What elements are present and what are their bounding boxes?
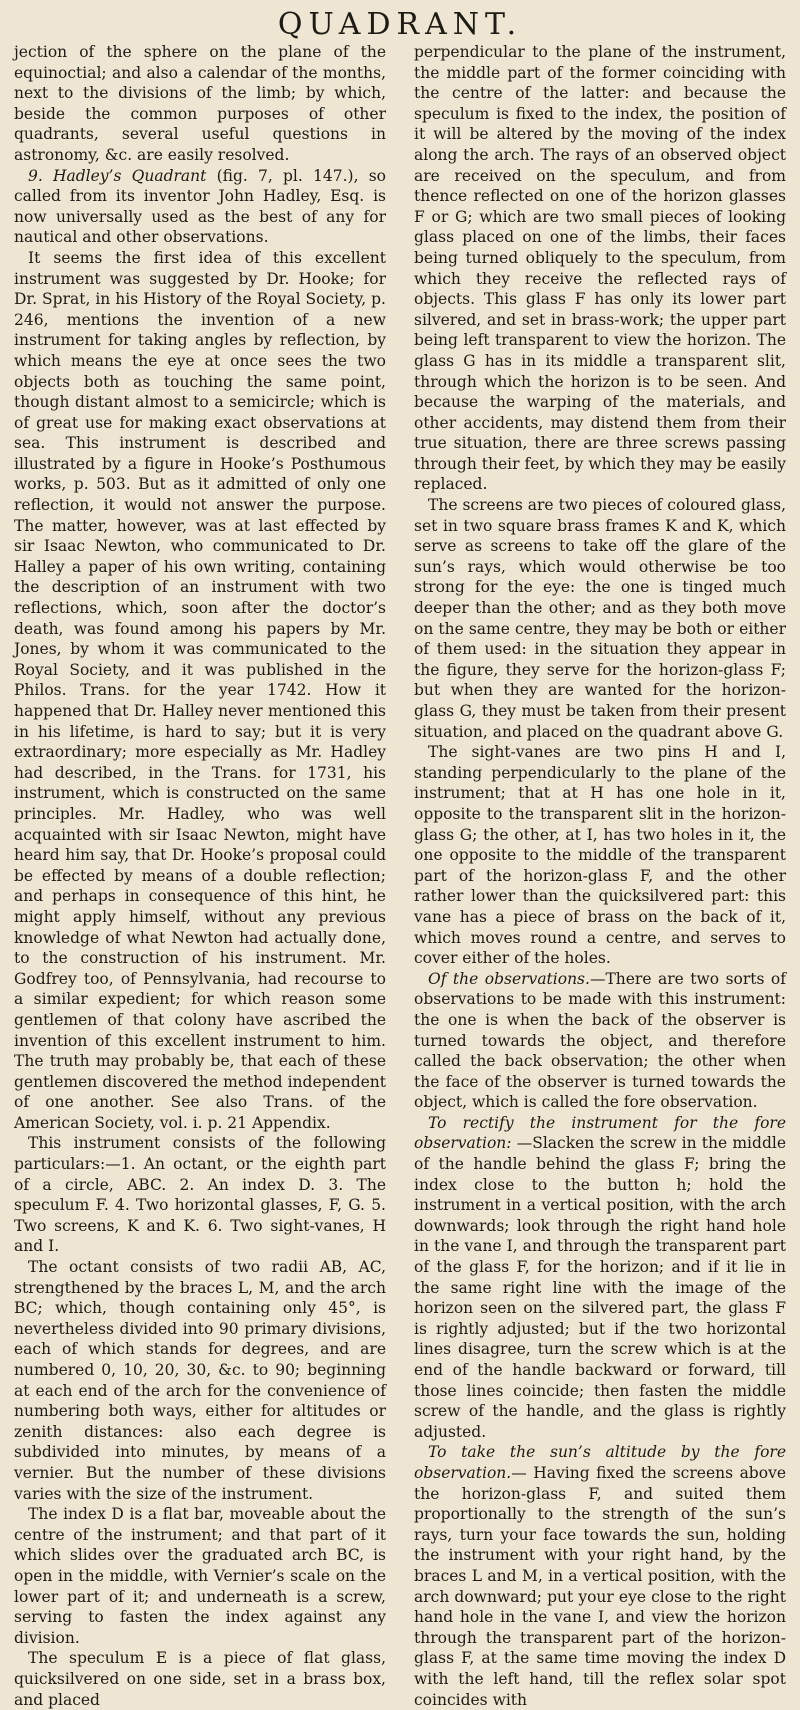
left-column-paragraph (14, 248, 386, 1134)
left-column-paragraph (14, 1133, 386, 1257)
right-column (414, 42, 786, 1710)
paragraph-lead: To take the sun’s altitude by the fore observation. (414, 1443, 786, 1482)
right-column-paragraph (414, 969, 786, 1113)
right-column-paragraph (414, 1113, 786, 1443)
paragraph-text: — Having fixed the screens above the horizon-glass F, and suited them proportionally to the strength of the sun’s rays, turn your face towards the sun, holding the instrument with your right hand, by the braces L and M, in a vertical position, with the arch downward; put your eye close to the right hand hole in the vane I, and view the horizon through the transparent part of the horizon-glass F, at the same time moving the index D with the left hand, till the reflex solar spot coincides with (414, 1463, 786, 1709)
right-column-paragraph (414, 1442, 786, 1710)
left-column-paragraph (14, 166, 386, 248)
paragraph-lead: 9. Hadley’s Quadrant (28, 166, 207, 185)
paragraph-text: —Slacken the screw in the middle of the handle behind the glass F; bring the index close to the button h; hold the instrument in a vertical position, with the arch downwards; look through the right hand hole in the vane I, and through the transparent part of the glass F, for the horizon; and if it lie in the same right line with the image of the horizon seen on the silvered part, the glass F is rightly adjusted; but if the two horizontal lines disagree, turn the screw which is at the end of the handle backward or forward, till those lines coincide; then fasten the middle screw of the handle, and the glass is rightly adjusted. (414, 1134, 786, 1441)
paragraph-text: This instrument consists of the following particulars:—1. An octant, or the eighth part of a circle, ABC. 2. An index D. 3. The speculum F. 4. Two horizontal glasses, F, G. 5. Two screens, K and K. 6. Two sight-vanes, H and I. (14, 1134, 386, 1256)
paragraph-text: It seems the first idea of this excellent instrument was suggested by Dr. Hooke; for Dr. Sprat, in his History of the Royal Society, p. 246, mentions the invention of a new instrument for taking angles by reflection, by which means the eye at once sees the two objects both as touching the same point, though distant almost to a semicircle; which is of great use for making exact observations at sea. This instrument is described and illustrated by a figure in Hooke’s Posthumous works, p. 503. But as it admitted of only one reflection, it would not answer the purpose. The matter, however, was at last effected by sir Isaac Newton, who communicated to Dr. Halley a paper of his own writing, containing the description of an instrument with two reflections, which, soon after the doctor’s death, was found among his papers by Mr. Jones, by whom it was communicated to the Royal Society, and it was published in the Philos. Trans. for the year 1742. How it happened that Dr. Halley never mentioned this in his lifetime, is hard to say; but it is very extraordinary; more especially as Mr. Hadley had described, in the Trans. for 1731, his instrument, which is constructed on the same principles. Mr. Hadley, who was well acquainted with sir Isaac Newton, might have heard him say, that Dr. Hooke’s proposal could be effected by means of a double reflection; and perhaps in consequence of this hint, he might apply himself, without any previous knowledge of what Newton had actually done, to the construction of his instrument. Mr. Godfrey too, of Pennsylvania, had recourse to a similar expedient; for which reason some gentlemen of that colony have ascribed the invention of this excellent instrument to him. The truth may probably be, that each of these gentlemen discovered the method independent of one another. See also Trans. of the American Society, vol. i. p. 21 Appendix. (14, 248, 386, 1132)
paragraph-lead: To rectify the instrument for the fore observation: (414, 1113, 786, 1153)
paragraph-text: The sight-vanes are two pins H and I, standing perpendicularly to the plane of the instrument; that at H has one hole in it, opposite to the transparent slit in the horizon-glass G; the other, at I, has two holes in it, the one opposite to the middle of the transparent part of the horizon-glass F, and the other rather lower than the quicksilvered part: this vane has a piece of brass on the back of it, which moves round a centre, and serves to cover either of the holes. (414, 743, 786, 968)
right-column-paragraph (414, 742, 786, 969)
left-column-paragraph (14, 42, 386, 166)
left-column-paragraph (14, 1257, 386, 1504)
left-column (14, 42, 386, 1710)
right-column-paragraph (414, 42, 786, 495)
paragraph-text: —There are two sorts of observations to be made with this instrument: the one is when the back of the observer is turned towards the object, and therefore called the back observation; the other when the face of the observer is turned towards the object, which is called the fore observation. (414, 969, 786, 1112)
running-header: QUADRANT. (277, 7, 523, 42)
paragraph-text: The octant consists of two radii AB, AC, strengthened by the braces L, M, and the arch BC; which, though containing only 45°, is nevertheless divided into 90 primary divisions, each of which stands for degrees, and are numbered 0, 10, 20, 30, &c. to 90; beginning at each end of the arch for the convenience of numbering both ways, either for altitudes or zenith distances: also each degree is subdivided into minutes, by means of a vernier. But the number of these divisions varies with the size of the instrument. (14, 1258, 386, 1503)
left-column-paragraph (14, 1648, 386, 1710)
paragraph-text: The speculum E is a piece of flat glass, quicksilvered on one side, set in a brass box, and placed (14, 1649, 386, 1709)
text-columns (14, 42, 786, 1710)
paragraph-text: The screens are two pieces of coloured glass, set in two square brass frames K and K, which serve as screens to take off the glare of the sun’s rays, which would otherwise be too strong for the eye: the one is tinged much deeper than the other; and as they both move on the same centre, they may be both or either of them used: in the situation they appear in the figure, they serve for the horizon-glass F; but when they are wanted for the horizon-glass G, they must be taken from their present situation, and placed on the quadrant above G. (414, 496, 786, 741)
left-column-paragraph (14, 1504, 386, 1648)
paragraph-text: The index D is a flat bar, moveable about the centre of the instrument; and that part of it which slides over the graduated arch BC, is open in the middle, with Vernier’s scale on the lower part of it; and underneath is a screw, serving to fasten the index against any division. (14, 1505, 386, 1647)
paragraph-text: jection of the sphere on the plane of the equinoctial; and also a calendar of the months, next to the divisions of the limb; by which, beside the common purposes of other quadrants, several useful questions in astronomy, &c. are easily resolved. (14, 43, 386, 164)
paragraph-text: perpendicular to the plane of the instrument, the middle part of the former coinciding with the centre of the latter: and because the speculum is fixed to the index, the position of it will be altered by the moving of the index along the arch. The rays of an observed object are received on the speculum, and from thence reflected on one of the horizon glasses F or G; which are two small pieces of looking glass placed on one of the limbs, their faces being turned obliquely to the speculum, from which they receive the reflected rays of objects. This glass F has only its lower part silvered, and set in brass-work; the upper part being left transparent to view the horizon. The glass G has in its middle a transparent slit, through which the horizon is to be seen. And because the warping of the materials, and other accidents, may distend them from their true situation, there are three screws passing through their feet, by which they may be easily replaced. (414, 43, 786, 494)
paragraph-text: (fig. 7, pl. 147.), so called from its inventor John Hadley, Esq. is now universally used as the best of any for nautical and other observations. (14, 166, 386, 247)
right-column-paragraph (414, 495, 786, 742)
paragraph-lead: Of the observations. (428, 969, 590, 988)
